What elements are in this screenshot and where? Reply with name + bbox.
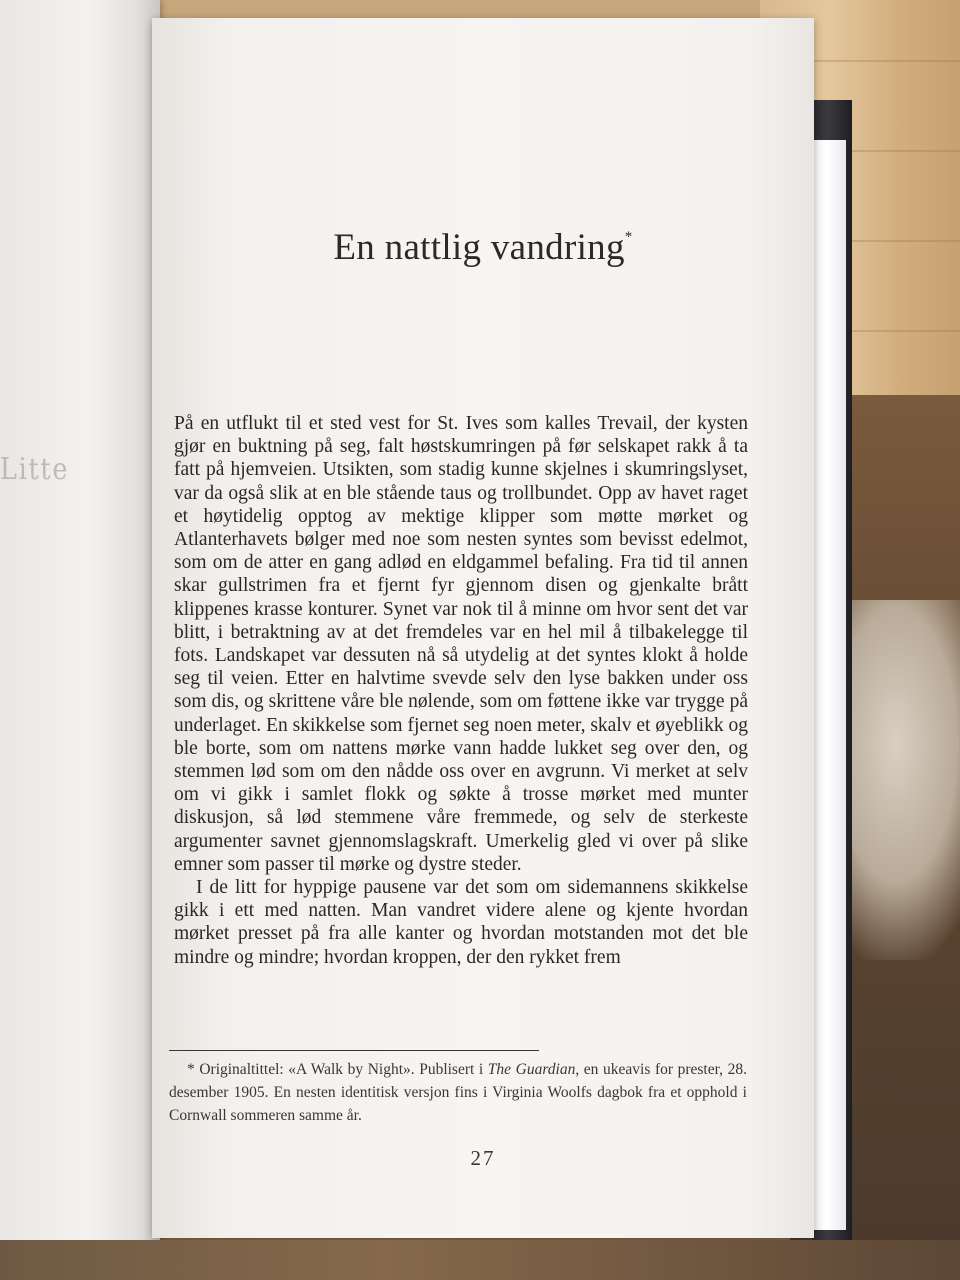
footnote-divider [169,1050,539,1051]
chapter-title-text: En nattlig vandring [333,227,625,268]
chapter-body [174,412,748,969]
right-page [152,18,814,1238]
chapter-footnote-marker: * [624,229,633,245]
footnote [169,1058,747,1127]
footnote-text-after: , en ukeavis for prester, 28. desember 1905. En nesten identitisk versjon fins i Virginia Woolfs dagbok fra et opphold i Cornwall sommeren samme år. [169,1061,747,1124]
paragraph-1: På en utflukt til et sted vest for St. Ives som kalles Trevail, der kysten gjør en buktning på seg, falt høstskumringen på før selskapet rakk å ta fatt på hjemveien. Utsikten, som stadig kunne skjelnes i skumringslyset, var da også slik at en ble stående taus og trollbundet. Opp av havet raget et høytidelig opptog av mektige klipper som møtte mørket og Atlanterhavets bølger med noe som nesten syntes som bevisst edelmot, som om de atter en gang adlød en eldgammel befaling. Fra tid til annen skar gullstrimen fra et fjernt fyr gjennom disen og gjenkalte brått klippenes krasse konturer. Synet var nok til å minne om hvor sent det var blitt, i betraktning av at det fremdeles var en hel mil å tilbakelegge til fots. Landskapet var dessuten nå så utydelig at det syntes klokt å holde seg til veien. Etter en halvtime svevde selv den lyse bakken under oss som dis, og skrittene våre ble nølende, som om føttene ikke var trygge på underlaget. En skikkelse som fjernet seg noen meter, skalv et øyeblikk og ble borte, som om nattens mørke vann hadde lukket seg over den, og stemmen lød som om den nådde oss over en avgrunn. Vi merket at selv om vi gikk i samlet flokk og søkte å trosse mørket med munter diskusjon, så lød stemmene våre fremmede, og selv de sterkeste argumenter savnet gjennomslagskraft. Umerkelig gled vi over på slike emner som passer til mørke og dystre steder. [174,413,748,875]
chapter-title [152,226,814,269]
footnote-text-before: Originaltittel: «A Walk by Night». Publisert i [199,1061,488,1078]
table-surface [0,1240,960,1280]
left-page-partial-text: Litte [0,452,70,487]
footnote-marker: * [187,1061,195,1078]
paragraph-2: I de litt for hyppige pausene var det som om sidemannens skikkelse gikk i ett med natten. Man vandret videre alene og kjente hvordan mørket presset på fra alle kanter og hvordan motstanden mot det ble mindre og mindre; hvordan kroppen, der den rykket frem [174,877,748,968]
left-page [0,0,160,1240]
footnote-publication: The Guardian [487,1061,576,1078]
page-number: 27 [470,1146,496,1170]
